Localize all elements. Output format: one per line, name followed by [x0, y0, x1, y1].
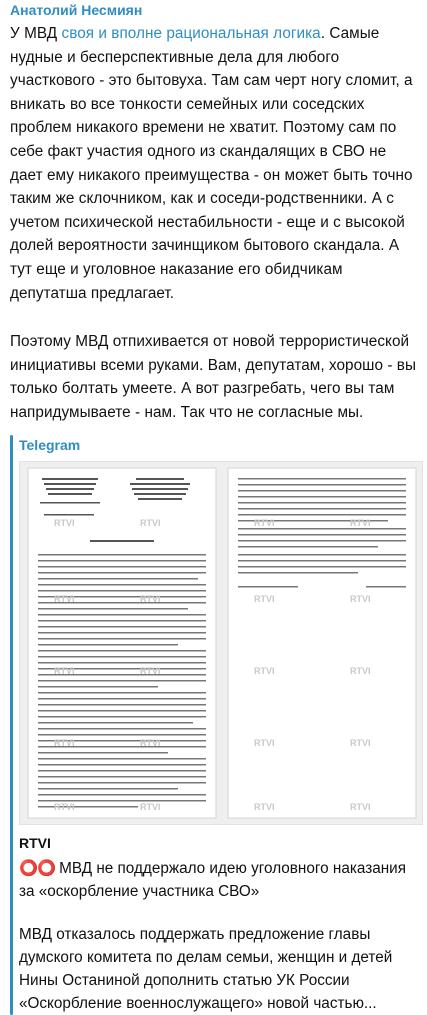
svg-text:RTVI: RTVI	[254, 593, 275, 604]
svg-text:RTVI: RTVI	[54, 737, 75, 748]
inline-link[interactable]: своя и вполне рациональная логика	[61, 25, 321, 42]
svg-text:RTVI: RTVI	[54, 517, 75, 528]
svg-text:RTVI: RTVI	[350, 801, 371, 812]
svg-text:RTVI: RTVI	[54, 665, 75, 676]
preview-source[interactable]: Telegram	[19, 436, 81, 453]
svg-text:RTVI: RTVI	[140, 593, 161, 604]
svg-text:RTVI: RTVI	[254, 665, 275, 676]
svg-text:RTVI: RTVI	[254, 517, 275, 528]
post-author[interactable]: Анатолий Несмиян	[10, 2, 143, 18]
svg-text:RTVI: RTVI	[140, 517, 161, 528]
preview-lead: МВД отказалось поддержать предложение главы думского комитета по делам семьи, женщин и детей Нины Останиной дополнить статью УК России «Оскорбление военнослужащего» новой частью...	[19, 925, 393, 1012]
svg-text:RTVI: RTVI	[350, 737, 371, 748]
message-paragraph-2: Поэтому МВД отпихивается от новой террористической инициативы всеми руками. Вам, депутатам, хорошо - вы только болтать умеете. А вот разгребать, чего вы там напридумываете - нам. Так что не согласные мы.	[10, 333, 416, 421]
preview-headline	[19, 857, 417, 903]
red-circles-emoji: ⭕⭕	[19, 859, 56, 877]
svg-text:RTVI: RTVI	[350, 593, 371, 604]
svg-text:RTVI: RTVI	[350, 517, 371, 528]
preview-headline-text: МВД не поддержало идею уголовного наказания за «оскорбление участника СВО»	[19, 859, 406, 900]
preview-accent-bar	[10, 435, 13, 1015]
svg-text:RTVI: RTVI	[140, 801, 161, 812]
svg-text:RTVI: RTVI	[54, 593, 75, 604]
svg-text:RTVI: RTVI	[140, 737, 161, 748]
message-text-rest: . Самые нудные и бесперспективные дела для любого участкового - это бытовуха. Там сам черт ногу сломит, а вникать во все тонкости семейных или соседских проблем никакого времени не хватит. Поэтому сам по себе факт участия одного из скандалящих в СВО не дает ему никакого преимущества - он может быть точно таким же склочником, как и соседи-родственники. А с учетом психической нестабильности - еще и с высокой долей вероятности зачинщиком бытового скандала. А тут еще и уголовное наказание его обидчикам депутатша предлагает.	[10, 25, 413, 302]
svg-text:RTVI: RTVI	[350, 665, 371, 676]
svg-text:RTVI: RTVI	[254, 801, 275, 812]
message-text-start: У МВД	[10, 25, 62, 42]
preview-channel-name: RTVI	[19, 834, 51, 851]
svg-text:RTVI: RTVI	[54, 801, 75, 812]
svg-text:RTVI: RTVI	[254, 737, 275, 748]
link-preview[interactable]	[10, 435, 417, 1015]
preview-image[interactable]	[19, 461, 423, 825]
document-scan-illustration	[20, 462, 423, 825]
svg-text:RTVI: RTVI	[140, 665, 161, 676]
message-paragraph-1	[10, 22, 417, 305]
